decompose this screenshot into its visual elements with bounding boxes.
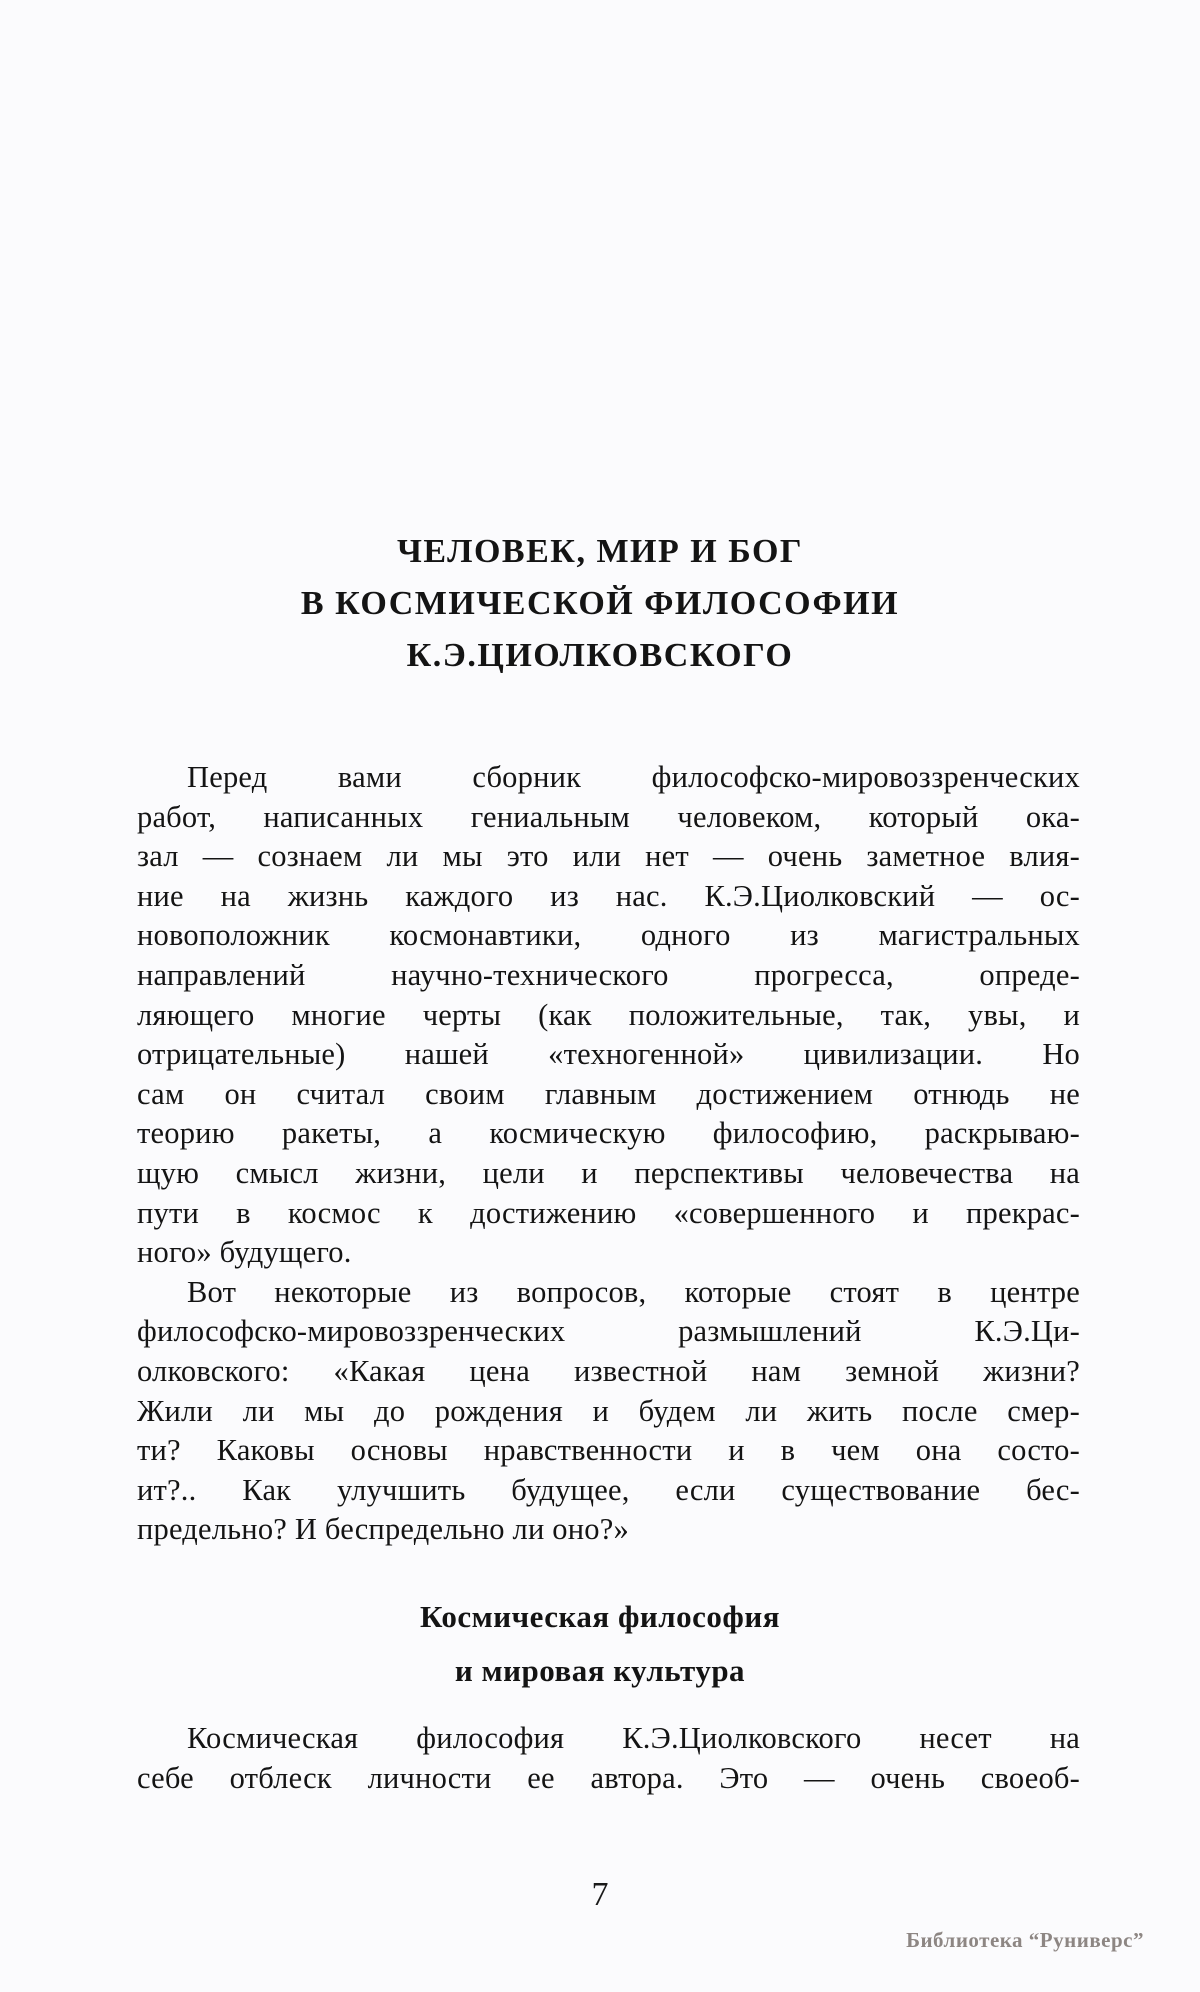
body-text-line: сам он считал своим главным достижением отнюдь не (137, 1076, 1080, 1111)
body-text-line: философско-мировоззренческих размышлений К.Э.Ци- (137, 1314, 1080, 1349)
section-subheading-line: Космическая философия (419, 1599, 780, 1634)
body-text-line: ит?.. Как улучшить будущее, если существование бес- (137, 1472, 1080, 1507)
body-text-line: Вот некоторые из вопросов, которые стоят в центре (187, 1274, 1080, 1309)
chapter-title-line: В КОСМИЧЕСКОЙ ФИЛОСОФИИ (300, 585, 900, 622)
body-text-line: работ, написанных гениальным человеком, который ока- (137, 799, 1080, 834)
body-text-line: Жили ли мы до рождения и будем ли жить после смер- (137, 1393, 1080, 1428)
section-paragraph-line: Космическая философия К.Э.Циолковского несет на (187, 1721, 1080, 1755)
section-paragraph-line: себе отблеск личности ее автора. Это — очень своеоб- (137, 1760, 1080, 1795)
library-watermark: Библиотека “Руниверс” (906, 1928, 1144, 1952)
body-text-line: предельно? И беспредельно ли оно?» (137, 1512, 629, 1547)
body-text-line: Перед вами сборник философско-мировоззренческих (187, 760, 1080, 794)
body-text-line: ляющего многие черты (как положительные, так, увы, и (137, 997, 1080, 1032)
body-text-line: олковского: «Какая цена известной нам земной жизни? (137, 1353, 1080, 1388)
body-text-line: теорию ракеты, а космическую философию, раскрываю- (137, 1116, 1080, 1151)
chapter-title-line: К.Э.ЦИОЛКОВСКОГО (406, 637, 794, 674)
page-number: 7 (591, 1876, 609, 1913)
body-text (137, 758, 1080, 1550)
body-text-line: ние на жизнь каждого из нас. К.Э.Циолковский — ос- (137, 878, 1080, 913)
section-subheading (0, 1590, 1200, 1698)
section-paragraph (137, 1719, 1080, 1798)
body-text-line: зал — сознаем ли мы это или нет — очень заметное влия- (137, 839, 1080, 874)
body-text-line: отрицательные) нашей «техногенной» цивилизации. Но (137, 1037, 1080, 1072)
body-text-line: новоположник космонавтики, одного из магистральных (137, 918, 1080, 953)
body-text-line: пути в космос к достижению «совершенного и прекрас- (137, 1195, 1080, 1230)
section-subheading-line: и мировая культура (454, 1653, 746, 1688)
body-text-line: щую смысл жизни, цели и перспективы человечества на (137, 1155, 1080, 1190)
body-text-line: направлений научно-технического прогресса, опреде- (137, 957, 1080, 992)
chapter-title-line: ЧЕЛОВЕК, МИР И БОГ (396, 533, 804, 570)
body-text-line: ти? Каковы основы нравственности и в чем она состо- (137, 1433, 1080, 1468)
chapter-title (0, 526, 1200, 682)
body-text-line: ного» будущего. (137, 1235, 352, 1270)
